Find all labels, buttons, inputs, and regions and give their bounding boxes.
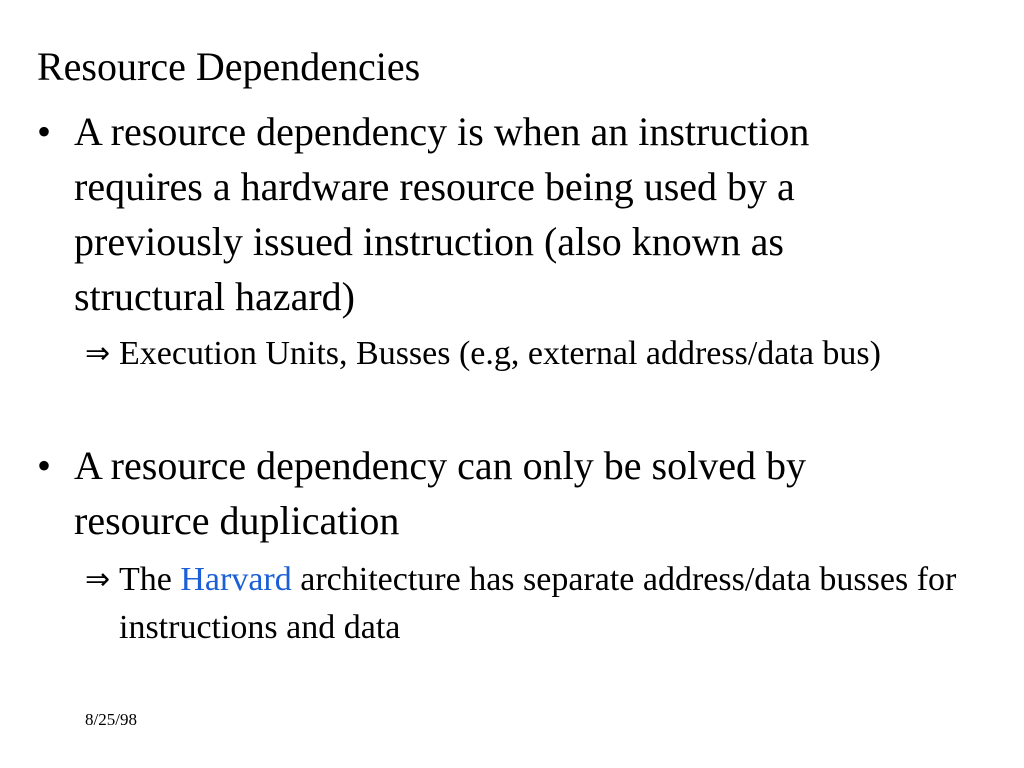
sub-bullet-text-end: architecture has separate address/data busses for instructions and data bbox=[119, 561, 957, 646]
bullet-marker: • bbox=[37, 443, 52, 488]
sub-bullet-item bbox=[85, 330, 965, 378]
bullet-text: A resource dependency can only be solved by resource duplication bbox=[74, 443, 806, 543]
implies-arrow-icon: ⇒ bbox=[85, 336, 111, 371]
bullet-item bbox=[37, 104, 937, 324]
sub-bullet-text-start: The bbox=[119, 561, 181, 598]
slide-title: Resource Dependencies bbox=[37, 44, 421, 89]
footer-date: 8/25/98 bbox=[85, 710, 137, 729]
sub-bullet-text bbox=[119, 556, 965, 652]
bullet-text: A resource dependency is when an instruction requires a hardware resource being used by a previously issued instruction (also known as structural hazard) bbox=[74, 109, 810, 319]
bullet-marker: • bbox=[37, 109, 52, 154]
bullet-item bbox=[37, 438, 937, 548]
sub-bullet-item bbox=[85, 556, 965, 652]
harvard-highlight: Harvard bbox=[180, 561, 292, 598]
sub-bullet-text: Execution Units, Busses (e.g, external address/data bus) bbox=[119, 335, 881, 372]
implies-arrow-icon: ⇒ bbox=[85, 562, 111, 597]
